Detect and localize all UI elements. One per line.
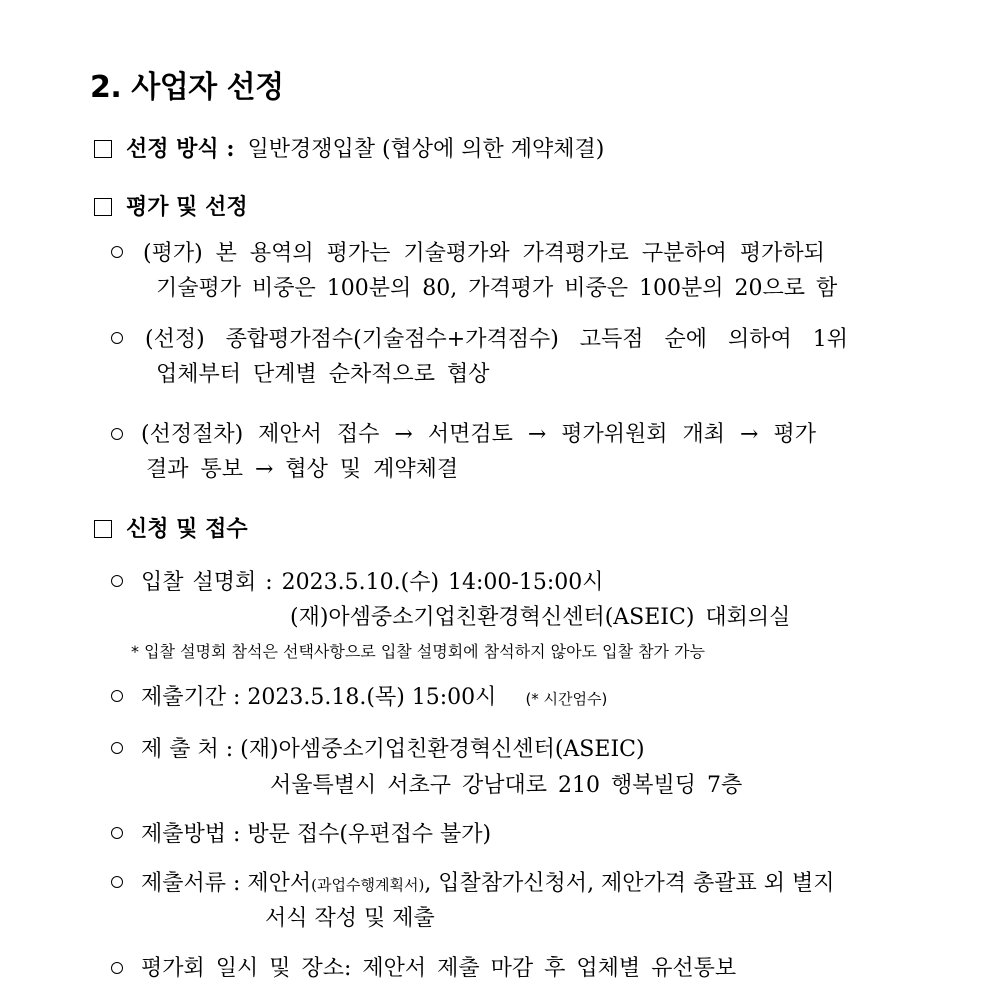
list-item-cont: (재)아셈중소기업친환경혁신센터(ASEIC) 대회의실 <box>290 605 791 630</box>
circle-bullet-icon <box>111 575 123 587</box>
list-item <box>143 236 892 267</box>
circle-bullet-icon <box>111 690 123 702</box>
list-item: 평가회 일시 및 장소: 제안서 제출 마감 후 업체별 유선통보 <box>141 956 737 981</box>
section-text: 일반경쟁입찰 (협상에 의한 계약체결) <box>247 137 605 162</box>
list-item <box>141 680 607 711</box>
checkbox-square-icon <box>94 140 112 158</box>
list-item: (선정절차) 제안서 접수 → 서면검토 → 평가위원회 개최 → 평가 <box>141 422 816 447</box>
checkbox-square-icon <box>94 198 112 216</box>
list-item-cont: 서식 작성 및 제출 <box>265 906 435 931</box>
list-item: 입찰 설명회 : 2023.5.10.(수) 14:00-15:00시 <box>141 570 604 595</box>
section-heading: 평가 및 선정 <box>126 194 248 220</box>
list-item: 제 출 처 : (재)아셈중소기업친환경혁신센터(ASEIC) <box>141 737 645 762</box>
note-text: * 입찰 설명회 참석은 선택사항으로 입찰 설명회에 참석하지 않아도 입찰 참가 가능 <box>131 642 705 661</box>
list-item-cont: 기술평가 비중은 100분의 80, 가격평가 비중은 100분의 20으로 함 <box>156 276 838 301</box>
section-application <box>94 512 248 543</box>
line-text: (평가) 본 용역의 평가는 기술평가와 가격평가로 구분하여 평가하되 <box>143 241 825 266</box>
list-item: 제출방법 : 방문 접수(우편접수 불가) <box>141 822 492 847</box>
list-item <box>141 866 835 897</box>
circle-bullet-icon <box>111 246 123 258</box>
checkbox-square-icon <box>94 520 112 538</box>
line-text: 제출기간 : 2023.5.18.(목) 15:00시 <box>141 685 497 710</box>
section-selection-method <box>94 132 604 163</box>
line-text: 제출서류 : 제안서 <box>141 871 312 896</box>
circle-bullet-icon <box>111 428 123 440</box>
section-heading: 신청 및 접수 <box>126 516 248 542</box>
small-text: (과업수행계획서) <box>311 876 425 894</box>
list-item-cont: 서울특별시 서초구 강남대로 210 행복빌딩 7층 <box>270 773 743 798</box>
line-text: , 입찰참가신청서, 제안가격 총괄표 외 별지 <box>424 871 835 896</box>
list-item-cont: 결과 통보 → 협상 및 계약체결 <box>146 457 459 482</box>
list-item: (선정) 종합평가점수(기술점수+가격점수) 고득점 순에 의하여 1위 <box>145 327 849 352</box>
list-item-cont: 업체부터 단계별 순차적으로 협상 <box>156 362 490 387</box>
page-title: 2. 사업자 선정 <box>90 70 284 105</box>
section-evaluation <box>94 190 248 221</box>
circle-bullet-icon <box>111 962 123 974</box>
section-heading: 선정 방식 : <box>126 136 235 162</box>
note-text: (* 시간엄수) <box>525 690 608 708</box>
circle-bullet-icon <box>111 827 123 839</box>
circle-bullet-icon <box>111 332 123 344</box>
circle-bullet-icon <box>111 742 123 754</box>
circle-bullet-icon <box>111 876 123 888</box>
